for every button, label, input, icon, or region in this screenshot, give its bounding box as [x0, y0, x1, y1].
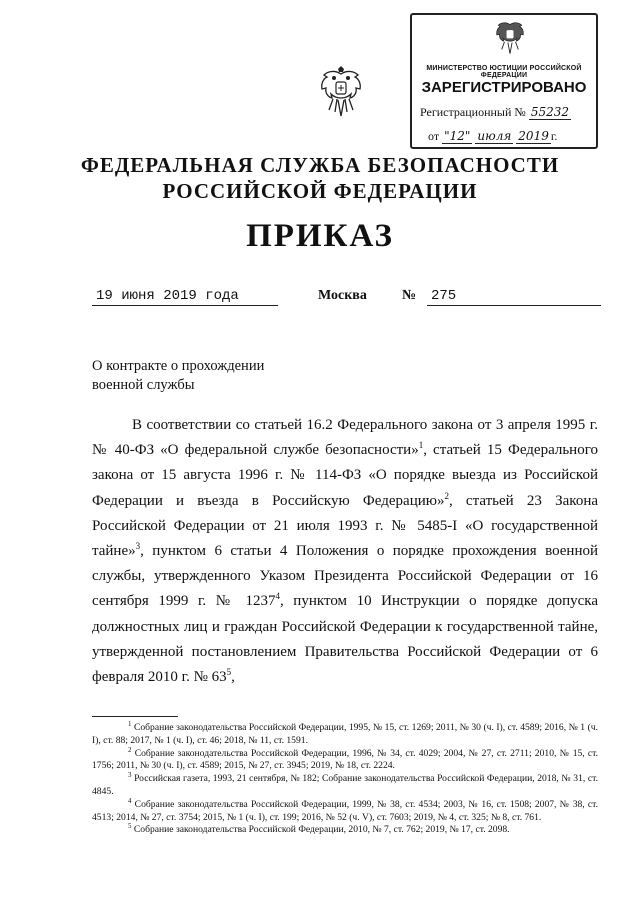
footnote-ref: 4	[275, 591, 280, 602]
order-city: Москва	[318, 288, 367, 303]
body-part-4: , пунктом 6 статьи 4 Положения о порядке прохождения военной службы, утвержденного Указом Президента Российской Федерации от 16 сентября 1999 г. № 1237	[92, 543, 598, 610]
coat-of-arms-icon	[318, 66, 364, 118]
stamp-reg-number: 55232	[530, 105, 570, 119]
footnote-ref: 2	[444, 490, 449, 501]
footnote	[92, 796, 598, 825]
footnote	[92, 773, 598, 799]
body-part-6: ,	[231, 669, 235, 686]
footnotes	[92, 719, 598, 837]
stamp-ministry: МИНИСТЕРСТВО ЮСТИЦИИ РОССИЙСКОЙ ФЕДЕРАЦИИ	[426, 65, 582, 79]
footnote-text: Собрание законодательства Российской Федерации, 1995, № 15, ст. 1269; 2011, № 30 (ч. I), ст. 4589; 2016, № 1 (ч. I), ст. 88; 2017, № 1 (ч. I), ст. 46; 2018, № 11, ст. 1591.	[92, 722, 598, 746]
body-part-1: В соответствии со статьей 16.2 Федерального закона от 3 апреля 1995 г. № 40-ФЗ «О федеральной службе безопасности»	[92, 417, 598, 459]
agency-title	[0, 152, 640, 204]
footnote-ref: 1	[418, 440, 424, 451]
footnote-text: Собрание законодательства Российской Федерации, 1999, № 38, ст. 4534; 2003, № 16, ст. 1508; 2007, № 38, ст. 4513; 2014, № 27, ст. 3754; 2015, № 1 (ч. I), ст. 199; 2016, № 52 (ч. V), ст. 7603; 2019, № 4, ст. 325; № 8, ст. 761.	[92, 798, 598, 823]
footnote-text: Собрание законодательства Российской Федерации, 2010, № 7, ст. 762; 2019, № 17, ст. 2098.	[133, 824, 510, 836]
preamble-paragraph	[92, 413, 598, 690]
stamp-date-prefix: от	[428, 129, 440, 143]
subject-line-1: О контракте о прохождении	[92, 358, 265, 374]
stamp-status: ЗАРЕГИСТРИРОВАНО	[421, 79, 587, 96]
footnote-number: 3	[128, 771, 132, 779]
footnote-number: 2	[128, 745, 132, 754]
footnote-text: Собрание законодательства Российской Федерации, 1996, № 34, ст. 4029; 2004, № 27, ст. 2711; 2010, № 15, ст. 1756; 2011, № 30 (ч. I), ст. 4589; 2015, № 27, ст. 3945; 2019, № 18, ст. 2224.	[92, 747, 598, 772]
footnote-separator	[92, 716, 178, 717]
stamp-reg-label: Регистрационный №	[420, 105, 526, 119]
footnote-ref: 3	[135, 541, 141, 552]
stamp-date-suffix: г.	[550, 129, 558, 143]
stamp-date-day: "12"	[444, 129, 471, 143]
footnote-number: 4	[128, 796, 132, 805]
body-part-5: , пунктом 10 Инструкции о порядке допуска должностных лиц и граждан Российской Федерации к государственной тайне, утвержденной постановлением Правительства Российской Федерации от 6 февраля 2010 г. № 63	[92, 593, 598, 686]
stamp-date-month: июля	[477, 129, 512, 143]
body-part-2: , статьей 15 Федерального закона от 15 августа 1996 г. № 114-ФЗ «О порядке выезда из Российской Федерации и въезда в Российскую Федерацию»	[92, 442, 598, 509]
document-type: ПРИКАЗ	[246, 218, 394, 254]
footnote	[92, 719, 598, 748]
footnote	[92, 824, 598, 837]
stamp-date-year: 2019	[518, 129, 549, 143]
registration-stamp	[410, 13, 598, 149]
order-number-label: №	[402, 288, 417, 303]
stamp-date-line	[428, 129, 557, 144]
footnote-text: Российская газета, 1993, 21 сентября, № 182; Собрание законодательства Российской Федерации, 2018, № 31, ст. 4845.	[92, 773, 598, 797]
agency-line-2: РОССИЙСКОЙ ФЕДЕРАЦИИ	[162, 179, 478, 203]
stamp-emblem-icon	[494, 19, 526, 55]
stamp-registration-line	[420, 105, 571, 120]
footnote	[92, 745, 598, 774]
body-part-3: , статьей 23 Закона Российской Федерации от 21 июля 1993 г. № 5485-I «О государственной тайне»	[92, 492, 598, 560]
subject-line-2: военной службы	[92, 377, 195, 393]
footnote-ref: 5	[226, 667, 232, 678]
footnote-number: 5	[128, 822, 132, 831]
agency-line-1: ФЕДЕРАЛЬНАЯ СЛУЖБА БЕЗОПАСНОСТИ	[80, 153, 560, 177]
order-subject	[92, 357, 332, 395]
footnote-number: 1	[128, 719, 132, 728]
order-number: 275	[427, 288, 601, 306]
order-date: 19 июня 2019 года	[92, 288, 278, 306]
